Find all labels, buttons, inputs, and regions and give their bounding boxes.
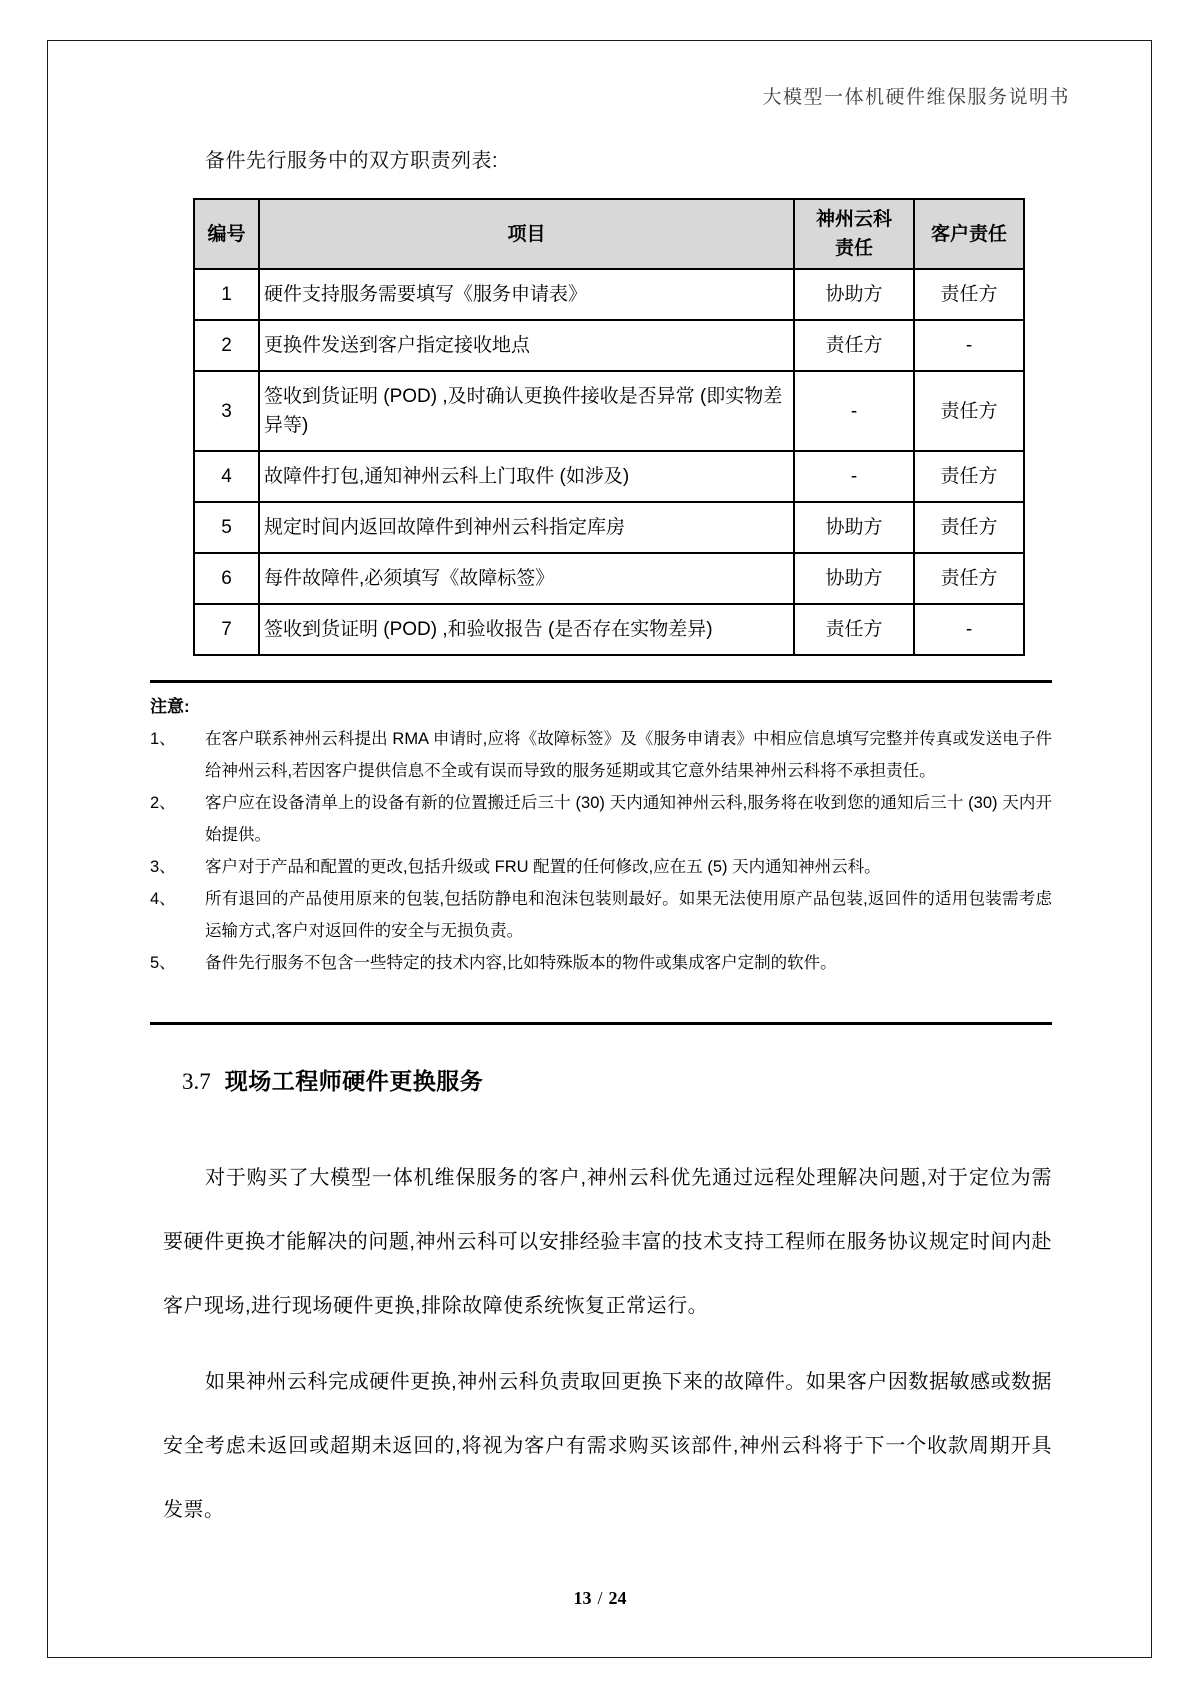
row-dck-responsibility: 责任方 [794, 320, 914, 371]
page-number-current: 13 [573, 1588, 592, 1608]
page-number-total: 24 [608, 1588, 627, 1608]
note-text: 所有退回的产品使用原来的包装,包括防静电和泡沫包装则最好。如果无法使用原产品包装,返回件的适用包装需考虑运输方式,客户对返回件的安全与无损负责。 [205, 890, 1052, 940]
col-header-dck-line1: 神州云科 [815, 209, 892, 230]
row-no: 5 [194, 502, 259, 553]
row-item: 更换件发送到客户指定接收地点 [259, 320, 794, 371]
row-dck-responsibility: - [794, 451, 914, 502]
row-no: 6 [194, 553, 259, 604]
col-header-dck [794, 199, 914, 269]
note-marker: 2、 [150, 794, 176, 812]
row-customer-responsibility: - [914, 604, 1024, 655]
table-row [194, 553, 1024, 604]
row-dck-responsibility: 协助方 [794, 553, 914, 604]
table-row [194, 320, 1024, 371]
table-row [194, 371, 1024, 451]
note-text: 在客户联系神州云科提出 RMA 申请时,应将《故障标签》及《服务申请表》中相应信息填写完整并传真或发送电子件给神州云科,若因客户提供信息不全或有误而导致的服务延期或其它意外结果神州云科将不承担责任。 [205, 730, 1052, 780]
note-marker: 3、 [150, 858, 176, 876]
note-item [150, 787, 1052, 851]
row-dck-responsibility: 责任方 [794, 604, 914, 655]
note-item [150, 851, 1052, 883]
note-marker: 1、 [150, 730, 176, 748]
body-paragraph: 如果神州云科完成硬件更换,神州云科负责取回更换下来的故障件。如果客户因数据敏感或数据安全考虑未返回或超期未返回的,将视为客户有需求购买该部件,神州云科将于下一个收款周期开具发票。 [163, 1371, 1052, 1521]
row-item: 每件故障件,必须填写《故障标签》 [259, 553, 794, 604]
row-item: 规定时间内返回故障件到神州云科指定库房 [259, 502, 794, 553]
note-marker: 5、 [150, 954, 176, 972]
note-marker: 4、 [150, 890, 176, 908]
col-header-no: 编号 [194, 199, 259, 269]
note-item [150, 723, 1052, 787]
table-row [194, 451, 1024, 502]
row-dck-responsibility: 协助方 [794, 269, 914, 320]
notes-section [150, 690, 1052, 979]
row-no: 1 [194, 269, 259, 320]
page-footer [0, 1588, 1200, 1609]
running-header-title: 大模型一体机硬件维保服务说明书 [762, 87, 1070, 108]
note-item [150, 947, 1052, 979]
row-no: 4 [194, 451, 259, 502]
col-header-dck-line2: 责任 [834, 238, 873, 259]
body-paragraph: 对于购买了大模型一体机维保服务的客户,神州云科优先通过远程处理解决问题,对于定位为需要硬件更换才能解决的问题,神州云科可以安排经验丰富的技术支持工程师在服务协议规定时间内赴客户现场,进行现场硬件更换,排除故障使系统恢复正常运行。 [163, 1167, 1052, 1317]
row-dck-responsibility: 协助方 [794, 502, 914, 553]
section-heading [182, 1063, 483, 1096]
col-header-item: 项目 [259, 199, 794, 269]
divider-rule-top [150, 680, 1052, 683]
row-customer-responsibility: 责任方 [914, 553, 1024, 604]
table-header-row [194, 199, 1024, 269]
row-item: 签收到货证明 (POD) ,及时确认更换件接收是否异常 (即实物差异等) [259, 371, 794, 451]
table-row [194, 269, 1024, 320]
table-row [194, 502, 1024, 553]
row-no: 7 [194, 604, 259, 655]
table-row [194, 604, 1024, 655]
notes-label: 注意: [150, 697, 190, 716]
divider-rule-bottom [150, 1022, 1052, 1025]
row-customer-responsibility: 责任方 [914, 371, 1024, 451]
row-item: 签收到货证明 (POD) ,和验收报告 (是否存在实物差异) [259, 604, 794, 655]
row-customer-responsibility: 责任方 [914, 451, 1024, 502]
row-no: 3 [194, 371, 259, 451]
col-header-cust: 客户责任 [914, 199, 1024, 269]
section-number: 3.7 [182, 1069, 211, 1094]
page-number-separator: / [597, 1588, 603, 1608]
row-customer-responsibility: 责任方 [914, 269, 1024, 320]
row-customer-responsibility: - [914, 320, 1024, 371]
row-customer-responsibility: 责任方 [914, 502, 1024, 553]
responsibility-table-wrap [193, 198, 1023, 656]
row-item: 硬件支持服务需要填写《服务申请表》 [259, 269, 794, 320]
section-title: 现场工程师硬件更换服务 [224, 1068, 484, 1094]
row-no: 2 [194, 320, 259, 371]
row-item: 故障件打包,通知神州云科上门取件 (如涉及) [259, 451, 794, 502]
responsibility-table [193, 198, 1025, 656]
row-dck-responsibility: - [794, 371, 914, 451]
note-item [150, 883, 1052, 947]
note-text: 备件先行服务不包含一些特定的技术内容,比如特殊版本的物件或集成客户定制的软件。 [205, 954, 837, 972]
note-text: 客户应在设备清单上的设备有新的位置搬迁后三十 (30) 天内通知神州云科,服务将在收到您的通知后三十 (30) 天内开始提供。 [205, 794, 1052, 844]
table-intro-text: 备件先行服务中的双方职责列表: [205, 150, 499, 172]
note-text: 客户对于产品和配置的更改,包括升级或 FRU 配置的任何修改,应在五 (5) 天内通知神州云科。 [205, 858, 881, 876]
